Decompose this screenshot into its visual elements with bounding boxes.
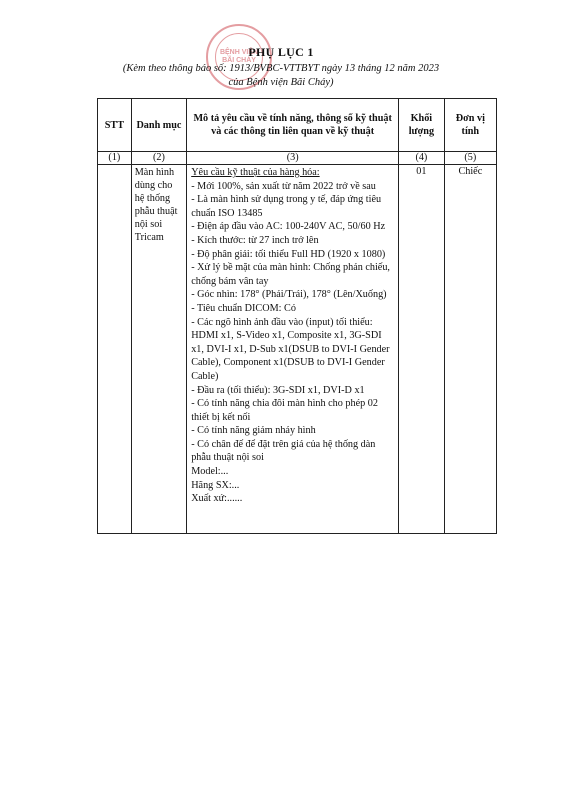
column-number: (5) [444, 152, 496, 165]
requirement-line: - Có chân đế để đặt trên giá của hệ thống dàn phẫu thuật nội soi [191, 438, 376, 464]
requirement-line: - Xử lý bề mặt của màn hình: Chống phản chiếu, chống bám vân tay [191, 262, 390, 287]
header-item: Danh mục [131, 99, 186, 152]
requirement-line: Model:... [191, 466, 229, 478]
document-subtitle [0, 62, 562, 90]
requirement-line: - Tiêu chuẩn DICOM: Có [191, 302, 296, 314]
column-number: (3) [187, 152, 399, 165]
table-header-row [98, 99, 497, 152]
header-stt: STT [98, 99, 132, 152]
requirement-line: - Đầu ra (tối thiểu): 3G-SDI x1, DVI-D x1 [191, 384, 365, 396]
row-unit: Chiếc [444, 165, 496, 534]
requirement-line: Hãng SX:... [191, 479, 240, 491]
document-title: PHỤ LỤC 1 [248, 45, 314, 59]
header-quantity: Khối lượng [399, 99, 445, 152]
requirement-line: Xuất xứ:...... [191, 493, 243, 505]
row-quantity: 01 [399, 165, 445, 534]
row-item: Màn hình dùng cho hệ thống phẫu thuật nội soi Tricam [131, 165, 186, 534]
row-stt [98, 165, 132, 534]
requirement-line: - Có tính năng chia đôi màn hình cho phép 02 thiết bị kết nối [191, 398, 378, 423]
row-requirements [187, 165, 399, 534]
column-number-row [98, 152, 497, 165]
requirement-line: - Độ phân giải: tối thiểu Full HD (1920 x 1080) [191, 248, 386, 260]
column-number: (2) [131, 152, 186, 165]
stamp-text-top: BỆNH VIỆN [219, 49, 259, 56]
requirement-line: - Là màn hình sử dụng trong y tế, đáp ứng tiêu chuẩn ISO 13485 [191, 194, 382, 219]
requirement-line: - Mới 100%, sản xuất từ năm 2022 trở về sau [191, 180, 376, 192]
stamp-text-bottom: BÃI CHÁY [222, 57, 256, 64]
requirements-title: Yêu cầu kỹ thuật của hàng hóa: [191, 167, 320, 178]
subtitle-line-1: (Kèm theo thông báo số: 1913/BVBC-VTTBYT ngày 13 tháng 12 năm 2023 [122, 63, 440, 74]
requirement-line: - Góc nhìn: 178° (Phải/Trái), 178° (Lên/Xuống) [191, 289, 387, 301]
requirement-line: - Điện áp đầu vào AC: 100-240V AC, 50/60 Hz [191, 221, 386, 233]
table-row [98, 165, 497, 534]
header-unit: Đơn vị tính [444, 99, 496, 152]
column-number: (4) [399, 152, 445, 165]
header-description: Mô tả yêu cầu về tính năng, thông số kỹ thuật và các thông tin liên quan về kỹ thuật [187, 99, 399, 152]
subtitle-line-2: của Bệnh viện Bãi Cháy) [228, 77, 334, 88]
requirement-line: - Kích thước: từ 27 inch trở lên [191, 234, 319, 246]
specification-table [97, 98, 497, 534]
column-number: (1) [98, 152, 132, 165]
requirement-line: - Có tính năng giảm nháy hình [191, 425, 316, 437]
requirement-line: - Các ngõ hình ảnh đầu vào (input) tối thiểu: HDMI x1, S-Video x1, Composite x1, 3G-SDI x1, DVI-I x1, D-Sub x1(DSUB to DVI-I Gender Cable), Component x1(DSUB to DVI-I Gender Cable) [191, 316, 390, 382]
